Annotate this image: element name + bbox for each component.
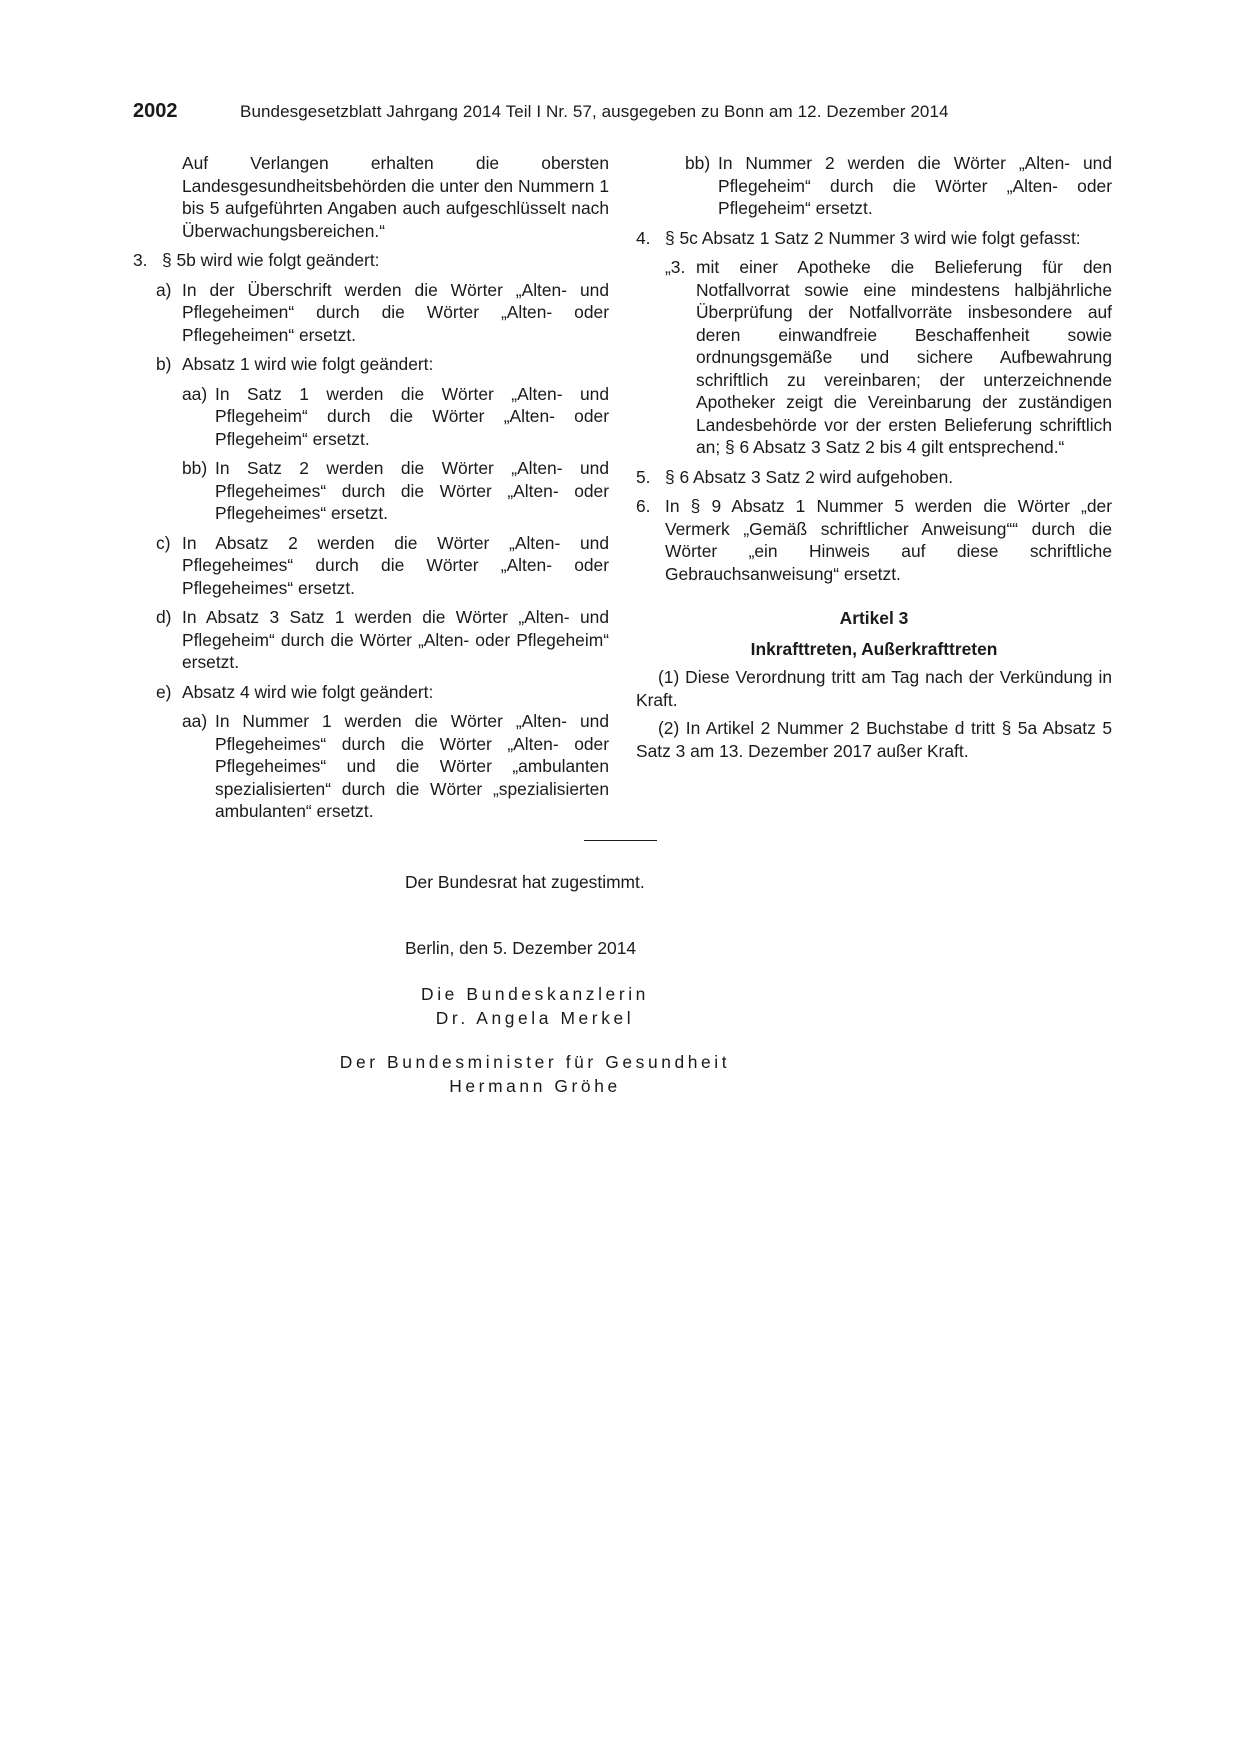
item-text: Absatz 4 wird wie folgt geändert:	[182, 681, 434, 702]
item-label: a)	[156, 279, 172, 300]
article-title: Artikel 3	[839, 608, 909, 628]
item-label: b)	[156, 354, 172, 374]
article-subtitle: Inkrafttreten, Außerkrafttreten	[750, 638, 998, 659]
list-item-a	[133, 279, 609, 347]
list-item-b	[133, 353, 609, 376]
item-label: d)	[156, 607, 172, 627]
intro-paragraph: Auf Verlangen erhalten die obersten Landesgesundheitsbehörden die unter den Nummern 1 bis 5 aufgeführten Angaben auch aufgeschlüsselt nach Überwachungsbereichen.“	[182, 153, 609, 241]
item-text: In § 9 Absatz 1 Nummer 5 werden die Wörter „der Vermerk „Gemäß schriftlicher Anweisung““ durch die Wörter „ein Hinweis auf diese schriftliche Gebrauchsanweisung“ ersetzt.	[665, 496, 1112, 584]
signatory-name: Hermann Gröhe	[449, 1076, 621, 1096]
list-item-e-bb	[636, 152, 1112, 220]
list-item-4	[636, 227, 1112, 250]
item-text: § 6 Absatz 3 Satz 2 wird aufgehoben.	[665, 466, 954, 487]
item-text: In Absatz 2 werden die Wörter „Alten- und Pflegeheimes“ durch die Wörter „Alten- oder Pflegeheimes“ ersetzt.	[182, 532, 609, 598]
signatory-role: Die Bundeskanzlerin	[421, 984, 649, 1004]
item-text: In der Überschrift werden die Wörter „Alten- und Pflegeheimen“ durch die Wörter „Alten- oder Pflegeheimen“ ersetzt.	[182, 279, 609, 345]
list-item-3	[133, 249, 609, 272]
signature-minister	[330, 1050, 740, 1098]
item-text: In Satz 2 werden die Wörter „Alten- und Pflegeheimes“ durch die Wörter „Alten- oder Pflegeheimes“ ersetzt.	[215, 458, 609, 523]
signatory-role: Der Bundesminister für Gesundheit	[339, 1052, 731, 1072]
left-column	[133, 152, 609, 823]
item-label: bb)	[182, 458, 208, 478]
item-label: aa)	[182, 711, 208, 731]
place-date: Berlin, den 5. Dezember 2014	[405, 938, 637, 958]
item-label: bb)	[685, 153, 711, 173]
list-item-e-aa	[133, 710, 609, 823]
list-item-b-bb	[133, 457, 609, 525]
list-item-d	[133, 606, 609, 674]
list-item-6	[636, 495, 1112, 585]
item-text: § 5b wird wie folgt geändert:	[162, 250, 380, 270]
item-text: In Nummer 1 werden die Wörter „Alten- und Pflegeheimes“ durch die Wörter „Alten- oder Pflegeheimes“ und die Wörter „ambulanten spezialisierten“ durch die Wörter „spezialisierten ambulanten“ ersetzt.	[215, 711, 609, 821]
item-label: 4.	[636, 227, 651, 248]
item-text: In Absatz 3 Satz 1 werden die Wörter „Alten- und Pflegeheim“ durch die Wörter „Alten- oder Pflegeheim“ ersetzt.	[182, 607, 609, 672]
item-label: e)	[156, 681, 172, 702]
list-item-e	[133, 681, 609, 704]
consent-statement: Der Bundesrat hat zugestimmt.	[405, 872, 645, 892]
article-paragraph-1: (1) Diese Verordnung tritt am Tag nach der Verkündung in Kraft.	[636, 667, 1112, 710]
item-label: 3.	[133, 250, 148, 270]
item-label: c)	[156, 532, 171, 553]
section-divider	[584, 840, 657, 841]
item-label: „3.	[665, 257, 686, 277]
item-label: aa)	[182, 383, 208, 404]
item-text: § 5c Absatz 1 Satz 2 Nummer 3 wird wie folgt gefasst:	[665, 227, 1081, 248]
list-item-4-quote	[636, 256, 1112, 459]
gazette-title: Bundesgesetzblatt Jahrgang 2014 Teil I Nr. 57, ausgegeben zu Bonn am 12. Dezember 2014	[240, 102, 949, 121]
list-item-5	[636, 466, 1112, 489]
article-paragraph-2: (2) In Artikel 2 Nummer 2 Buchstabe d tritt § 5a Absatz 5 Satz 3 am 13. Dezember 2017 außer Kraft.	[636, 718, 1112, 761]
list-item-b-aa	[133, 383, 609, 451]
signatory-name: Dr. Angela Merkel	[435, 1008, 635, 1028]
item-label: 5.	[636, 466, 651, 487]
list-item-c	[133, 532, 609, 600]
item-text: Absatz 1 wird wie folgt geändert:	[182, 354, 434, 374]
signature-chancellor	[330, 982, 740, 1030]
page-number: 2002	[133, 100, 178, 122]
right-column	[636, 152, 1112, 762]
item-label: 6.	[636, 496, 651, 516]
item-text: mit einer Apotheke die Belieferung für den Notfallvorrat sowie eine mindestens halbjährliche Überprüfung der Notfallvorräte insbesondere auf deren einwandfreie Beschaffenheit sowie ordnungsgemäße und sichere Aufbewahrung schriftlich zu vereinbaren; der unterzeichnende Apotheker zeigt die Vereinbarung der zuständigen Landesbehörde vor der ersten Belieferung schriftlich an; § 6 Absatz 3 Satz 2 bis 4 gilt entsprechend.“	[696, 257, 1112, 457]
item-text: In Nummer 2 werden die Wörter „Alten- und Pflegeheim“ durch die Wörter „Alten- oder Pflegeheim“ ersetzt.	[718, 153, 1112, 218]
item-text: In Satz 1 werden die Wörter „Alten- und Pflegeheim“ durch die Wörter „Alten- oder Pflegeheim“ ersetzt.	[215, 383, 609, 449]
